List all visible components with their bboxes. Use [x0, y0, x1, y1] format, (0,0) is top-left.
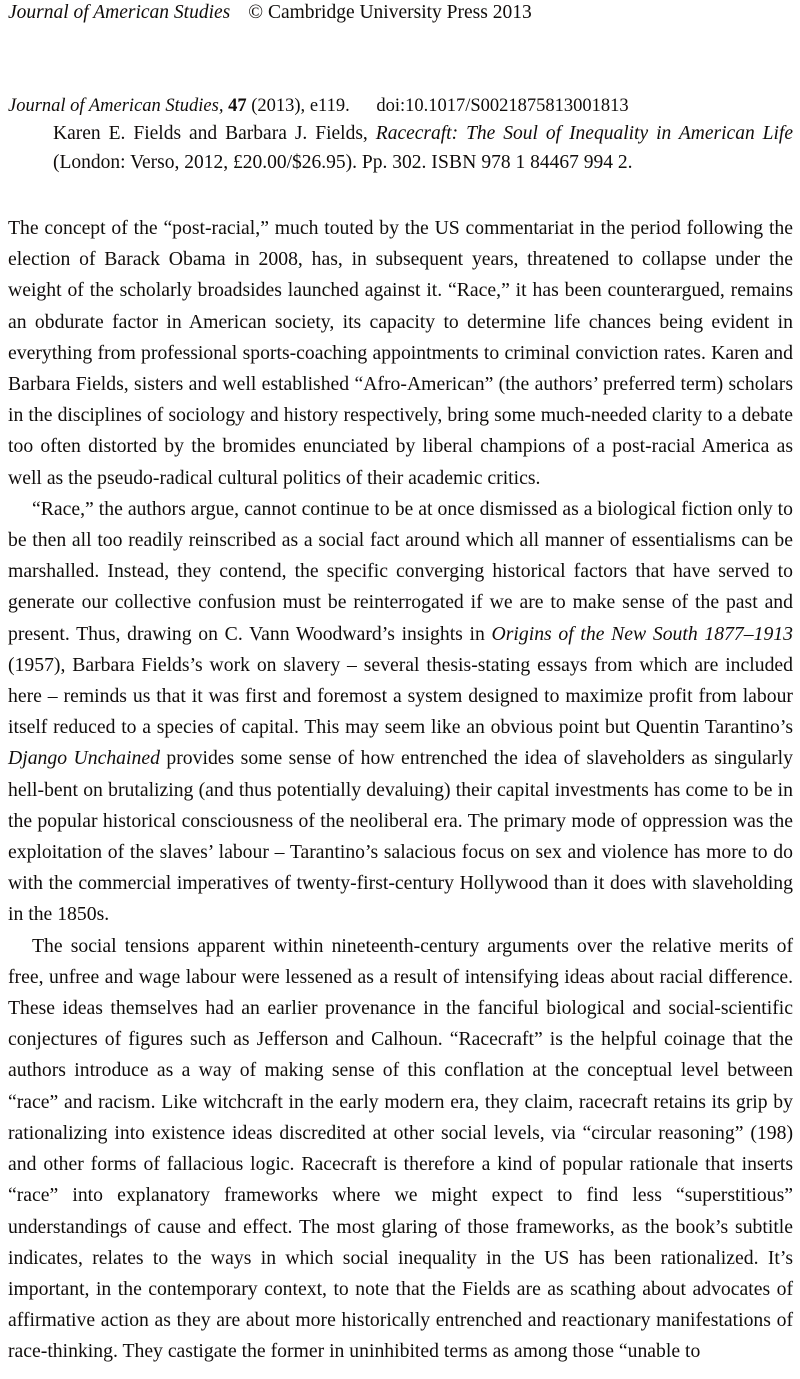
review-body: [8, 213, 793, 1368]
review-paragraph-3: The social tensions apparent within nineteenth-century arguments over the relative merits of free, unfree and wage labour were lessened as a result of intensifying ideas about racial difference. These ideas themselves had an earlier provenance in the fanciful biological and social-scientific conjectures of figures such as Jefferson and Calhoun. “Racecraft” is the helpful coinage that the authors introduce as a way of making sense of this conflation at the conceptual level between “race” and racism. Like witchcraft in the early modern era, they claim, racecraft retains its grip by rationalizing into existence ideas discredited at other social levels, via “circular reasoning” (198) and other forms of fallacious logic. Racecraft is therefore a kind of popular rationale that inserts “race” into explanatory frameworks where we might expect to find less “superstitious” understandings of cause and effect. The most glaring of those frameworks, as the book’s subtitle indicates, relates to the ways in which social inequality in the US has been rationalized. It’s important, in the contemporary context, to note that the Fields are as scathing about advocates of affirmative action as they are about more historically entrenched and reactionary manifestations of race-thinking. They castigate the former in uninhibited terms as among those “unable to: [8, 934, 793, 1363]
book-title: Racecraft: The Soul of Inequality in American Life: [375, 123, 793, 144]
book-authors: Karen E. Fields and Barbara J. Fields,: [53, 123, 368, 144]
cited-work-django-unchained: Django Unchained: [8, 747, 160, 770]
review-paragraph-1: The concept of the “post-racial,” much touted by the US commentariat in the period following the election of Barack Obama in 2008, has, in subsequent years, threatened to collapse under the weight of the scholarly broadsides launched against it. “Race,” it has been counterargued, remains an obdurate factor in American society, its capacity to determine life chances being evident in everything from professional sports-coaching appointments to criminal conviction rates. Karen and Barbara Fields, sisters and well established “Afro-American” (the authors’ preferred term) scholars in the disciplines of sociology and history respectively, bring some much-needed clarity to a debate too often distorted by the bromides enunciated by liberal champions of a post-racial America as well as the pseudo-radical cultural politics of their academic critics.: [8, 217, 793, 489]
isbn-label: ISBN: [431, 151, 477, 173]
book-reference: [53, 120, 793, 177]
source-doi[interactable]: doi:10.1017/S0021875813001813: [376, 96, 629, 116]
review-paragraph-2: [8, 494, 793, 931]
paragraph-2-segment-2: (1957), Barbara Fields’s work on slavery – several thesis-stating essays from which are included here – reminds us that it was first and foremost a system designed to maximize profit from labour itself reduced to a species of capital. This may seem like an obvious point but Quentin Tarantino’s: [8, 653, 793, 739]
source-article-id: e119.: [309, 96, 350, 116]
running-head-publisher: Cambridge University Press 2013: [267, 2, 532, 23]
cited-work-origins-of-the-new-south: Origins of the New South 1877–1913: [491, 622, 793, 645]
book-isbn: 978 1 84467 994 2.: [481, 151, 633, 173]
running-head-journal-title: Journal of American Studies: [8, 2, 231, 23]
source-citation-line: [8, 93, 792, 120]
running-head-copyright: [248, 2, 531, 23]
paragraph-2-segment-3: provides some sense of how entrenched the idea of slaveholders as singularly hell-bent on brutalizing (and thus potentially devaluing) their capital investments has come to be in the popular historical consciousness of the neoliberal era. The primary mode of oppression was the exploitation of the slaves’ labour – Tarantino’s salacious focus on sex and violence has more to do with the commercial imperatives of twenty-first-century Hollywood than it does with slaveholding in the 1850s.: [8, 747, 793, 926]
paragraph-2-segment-1: “Race,” the authors argue, cannot continue to be at once dismissed as a biological fiction only to be then all too readily reinscribed as a social fact around which all manner of essentialisms can be marshalled. Instead, they contend, the specific converging historical factors that have served to generate our collective confusion must be reinterrogated if we are to make sense of the past and present. Thus, drawing on C. Vann Woodward’s insights in: [8, 497, 793, 645]
source-journal-title: Journal of American Studies,: [8, 96, 224, 116]
copyright-icon: ©: [248, 2, 264, 23]
book-publication-details: (London: Verso, 2012, £20.00/$26.95). Pp. 302.: [53, 151, 427, 173]
running-head: [8, 0, 792, 26]
source-volume: 47: [228, 96, 247, 116]
source-year: (2013),: [251, 96, 306, 116]
